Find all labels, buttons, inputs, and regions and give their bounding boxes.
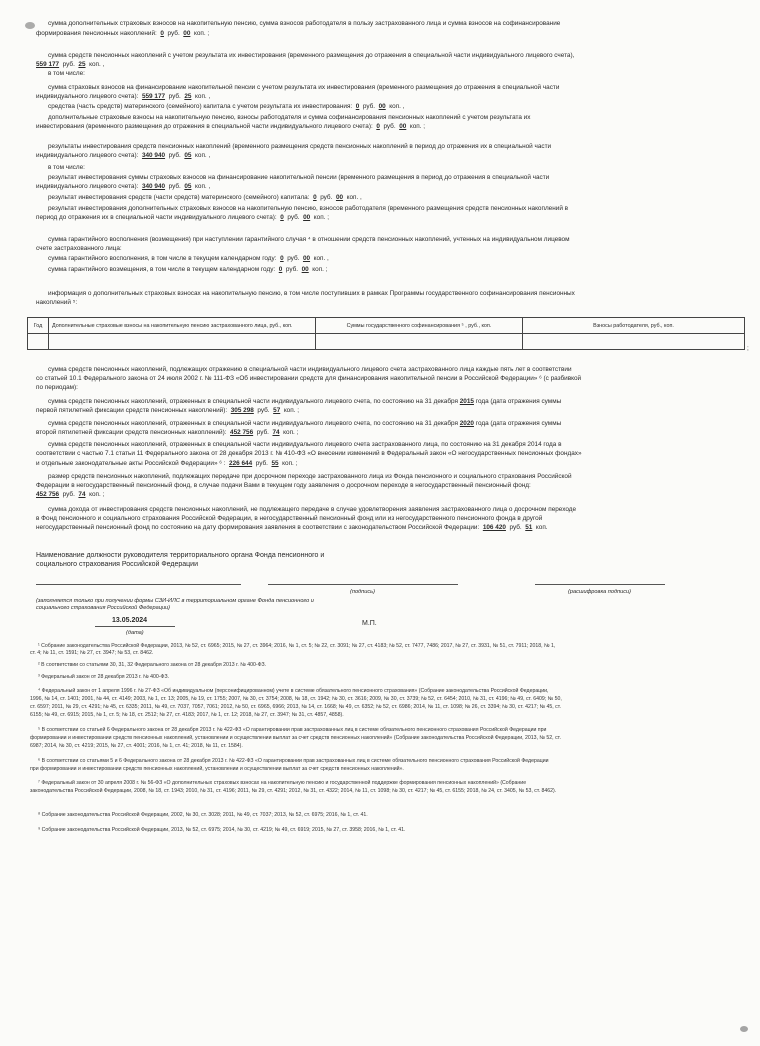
p3-line1: сумма средств пенсионных накоплений, отраженных в специальной части индивидуального лицевого счета, по состоянию на 31 декабря 2020 года (дата отражения суммы — [48, 420, 562, 427]
b2-amount-kop: 25 — [78, 61, 86, 68]
b1-line2: формирования пенсионных накоплений: 0 руб. 00 коп. ; — [36, 30, 210, 37]
b2-line1: сумма средств пенсионных накоплений с учетом результата их инвестирования (временного размещения до отражения в специальной части индивидуального лицевого счета), — [48, 52, 575, 59]
b8-line4: сумма гарантийного возмещения, в том числе в текущем календарном году: 0 руб. 00 коп. ; — [48, 266, 328, 273]
b5-amount-rub: 340 940 — [141, 152, 166, 159]
p4-line1: сумма средств пенсионных накоплений, отраженных в специальной части индивидуального лицевого счета застрахованного лица, по состоянию на 31 декабря 2014 года в — [48, 441, 562, 448]
signature-label: (подпись) — [350, 589, 375, 595]
org-line2: социального страхования Российской Федерации — [36, 561, 198, 568]
b4-line2: инвестирования (временного размещения до отражения в специальной части индивидуального лицевого счета): 0 руб. 00 коп. ; — [36, 123, 426, 130]
footnote-line: ⁶ В соответствии со статьями 5 и 6 Федерального закона от 28 декабря 2013 г. № 422-ФЗ «О гарантировании прав застрахованных лиц в системе обязательного пенсионного страхования Российской Федерации — [38, 758, 549, 764]
b5-line2: индивидуального лицевого счета): 340 940 руб. 05 коп. , — [36, 152, 211, 159]
b8-line3: сумма гарантийного восполнения, в том числе в текущем календарном году: 0 руб. 00 коп. , — [48, 255, 329, 262]
stamp-place: М.П. — [362, 620, 377, 627]
b2-line3: в том числе: — [48, 70, 85, 77]
b9-line2: накоплений ⁵: — [36, 299, 78, 306]
p1-line1: сумма средств пенсионных накоплений, подлежащих отражению в специальной части индивидуального лицевого счета застрахованного лица каждые пять лет в соответствии — [48, 366, 572, 373]
fill-note-line1: (заполняется только при получении формы СЗИ-ИЛС в территориальном органе Фонда пенсионного и — [36, 598, 314, 604]
table-header-row — [28, 318, 745, 334]
b3-amount-rub: 559 177 — [141, 93, 166, 100]
b8-line2: счете застрахованного лица: — [36, 245, 122, 252]
table-after: ; — [747, 345, 749, 352]
table-row — [28, 334, 745, 350]
second-fixation-rub: 452 756 — [230, 429, 254, 436]
table-header: Взносы работодателя, руб., коп. — [523, 318, 745, 334]
footnote-line: ⁹ Собрание законодательства Российской Федерации, 2013, № 52, ст. 6975; 2014, № 30, ст. 4219; № 49, ст. 6919; 2015, № 27, ст. 3958; 2016, № 1, ст. 41. — [38, 827, 406, 833]
footnote-line: 6987; 2014, № 30, ст. 4219; 2015, № 27, ст. 4001; 2016, № 1, ст. 41; 2018, № 11, ст. 1584). — [30, 743, 243, 749]
p4-line2: соответствии с частью 7.1 статьи 11 Федерального закона от 28 декабря 2013 г. № 410-ФЗ «О внесении изменений в Федеральный закон «О негосударственных пенсионных фондах» — [36, 450, 582, 457]
b2-amount-rub: 559 177 — [36, 61, 60, 68]
footnote-line: при формировании и инвестировании средств пенсионных накоплений, установлении и осуществлении выплат за счет средств пенсионных накоплений». — [30, 766, 404, 772]
position-line — [36, 584, 241, 585]
b2-line2: 559 177 руб. 25 коп. , — [36, 61, 105, 68]
p1-line2: со статьей 10.1 Федерального закона от 24 июля 2002 г. № 111-ФЗ «Об инвестировании средств для финансирования накопительной пенсии в Российской Федерации» ⁶ (с разбивкой — [36, 375, 582, 382]
b3-line2: индивидуального лицевого счета): 559 177 руб. 25 коп. , — [36, 93, 211, 100]
b7-line2: период до отражения их в специальной части индивидуального лицевого счета): 0 руб. 00 коп. ; — [36, 214, 329, 221]
table-cell — [49, 334, 316, 350]
b4-line1: дополнительные страховые взносы на накопительную пенсию, взносы работодателя и сумма софинансирования пенсионных накоплений с учетом результата их — [48, 114, 531, 121]
scan-mark — [740, 1026, 748, 1032]
table-header: Суммы государственного софинансирования ⁵ , руб., коп. — [316, 318, 523, 334]
transfer-amount-rub: 452 756 — [36, 491, 60, 498]
org-line1: Наименование должности руководителя территориального органа Фонда пенсионного и — [36, 552, 325, 559]
b3-line3: средства (часть средств) материнского (семейного) капитала с учетом результата их инвестирования: 0 руб. 00 коп. , — [48, 103, 405, 110]
footnote-line: ³ Федеральный закон от 28 декабря 2013 г. № 400-ФЗ. — [38, 674, 170, 680]
b9-line1: информация о дополнительных страховых взносах на накопительную пенсию, в том числе поступивших в рамках Программы государственного софинансирования пенсионных — [48, 290, 575, 297]
p5-line3: 452 756 руб. 74 коп. ; — [36, 491, 105, 498]
table-cell — [523, 334, 745, 350]
b1-amount-rub: 0 — [160, 30, 164, 37]
scan-mark — [25, 22, 35, 29]
p1-line3: по периодам): — [36, 384, 78, 391]
table-header: Дополнительные страховые взносы на накопительную пенсию застрахованного лица, руб., коп. — [49, 318, 316, 334]
b1-amount-kop: 00 — [183, 30, 191, 37]
p6-line3: негосударственный пенсионный фонд по состоянию на дату формирования заявления в соответствии с законодательством Российской Федерации: 106 420 руб. 51 коп. — [36, 524, 548, 531]
footnote-line: ст. 4; № 11, ст. 1591; № 27, ст. 3947; № 53, ст. 8462. — [30, 650, 154, 656]
footnote-line: законодательства Российской Федерации, 2008, № 18, ст. 1943; 2010, № 31, ст. 4196; 2011, № 29, ст. 4291; 2012, № 31, ст. 4322; 2014, № 11, ст. 1098; № 30, ст. 4217; № 45, ст. 6155; 2018, № 24, ст. 3405, № 53, ст. 8462). — [30, 788, 557, 794]
footnote-line: ⁷ Федеральный закон от 30 апреля 2008 г. № 56-ФЗ «О дополнительных страховых взносах на накопительную пенсию и государственной поддержке формирования пенсионных накоплений» (Собрание — [38, 780, 527, 786]
date-label: (дата) — [126, 630, 144, 636]
p3-line2: второй пятилетней фиксации средств пенсионных накоплений): 452 756 руб. 74 коп. ; — [36, 429, 299, 436]
table-header: Год — [28, 318, 49, 334]
footnote-line: ⁵ В соответствии со статьей 6 Федерального закона от 28 декабря 2013 г. № 422-ФЗ «О гарантировании прав застрахованных лиц в системе обязательного пенсионного страхования Российской Федерации при — [38, 727, 547, 733]
income-amount-rub: 106 420 — [482, 524, 506, 531]
decoding-line — [535, 584, 665, 585]
b5-line1: результаты инвестирования средств пенсионных накоплений (временного размещения средств пенсионных накоплений в период до отражения их в специальной части — [48, 143, 552, 150]
b6-line1: результат инвестирования суммы страховых взносов на финансирование накопительной пенсии (временного размещения в период до отражения в специальной части — [48, 174, 550, 181]
document-date: 13.05.2024 — [112, 617, 148, 624]
b1-line1: сумма дополнительных страховых взносов на накопительную пенсию, сумма взносов работодателя в пользу застрахованного лица и сумма взносов на софинансирование — [48, 20, 561, 27]
table-cell — [28, 334, 49, 350]
footnote-line: ⁸ Собрание законодательства Российской Федерации, 2002, № 30, ст. 3028; 2011, № 49, ст. 7037; 2013, № 52, ст. 6975; 2016, № 1, ст. 41. — [38, 812, 368, 818]
b6-line3: результат инвестирования средств (части средств) материнского (семейного) капитала: 0 руб. 00 коп. , — [48, 194, 362, 201]
p6-line2: в Фонд пенсионного и социального страхования Российской Федерации, в негосударственный пенсионный фонд или из негосударственного пенсионного фонда в другой — [36, 515, 543, 522]
date-line — [95, 626, 175, 627]
footnote-line: 1996, № 14, ст. 1401; 2001, № 44, ст. 4149; 2003, № 1, ст. 13; 2005, № 19, ст. 1755; 2007, № 30, ст. 3754; 2008, № 18, ст. 1942; № 30, ст. 3616; 2009, № 30, ст. 3739; № 52, ст. 6454; 2010, № 31, ст. 4196; № 49, ст. 6409; № 50, — [30, 696, 562, 702]
footnote-line: ст. 6597; 2011, № 29, ст. 4291; № 45, ст. 6335; 2011, № 49, ст. 7037, 7057, 7061; 2012, № 50, ст. 6965, 6966; 2013, № 14, ст. 1668; № 49, ст. 6352; № 52, ст. 6986; 2014, № 11, ст. 1098; № 26, ст. 3394; № 30, ст. 4217; № 45, ст. — [30, 704, 561, 710]
p6-line1: сумма дохода от инвестирования средств пенсионных накоплений, не подлежащего передаче в случае удовлетворения заявления застрахованного лица о досрочном переходе — [48, 506, 577, 513]
b3-line1: сумма страховых взносов на финансирование накопительной пенсии с учетом результата их инвестирования (временного размещения до отражения в специальной части — [48, 84, 560, 91]
b5-amount-kop: 05 — [184, 152, 192, 159]
p2-line2: первой пятилетней фиксации средств пенсионных накоплений): 305 298 руб. 57 коп. ; — [36, 407, 300, 414]
b6-line2: индивидуального лицевого счета): 340 940 руб. 05 коп. , — [36, 183, 211, 190]
b8-line1: сумма гарантийного восполнения (возмещения) при наступлении гарантийного случая ⁴ в отношении средств пенсионных накоплений, учтенных на индивидуальном лицевом — [48, 236, 570, 243]
footnote-line: ¹ Собрание законодательства Российской Федерации, 2013, № 52, ст. 6965; 2015, № 27, ст. 3964; 2016, № 1, ст. 5; № 22, ст. 3091; № 27, ст. 4183; № 52, ст. 7477, 7486; 2017, № 27, ст. 3931, № 51, ст. 7911; 2018, № 1, — [38, 643, 556, 649]
p5-line2: Федерации в негосударственный пенсионный фонд, в случае подачи Вами в текущем году заявления о досрочном переходе в негосударственный пенсионный фонд: — [36, 482, 531, 489]
b5-line3: в том числе: — [48, 164, 85, 171]
decoding-label: (расшифровка подписи) — [568, 589, 631, 595]
additional-contributions-table — [27, 317, 745, 350]
b3-amount-kop: 25 — [184, 93, 192, 100]
b7-line1: результат инвестирования дополнительных страховых взносов на накопительную пенсию, взносов работодателя (временного размещения средств пенсионных накоплений в — [48, 205, 569, 212]
p5-line1: размер средств пенсионных накоплений, подлежащих передаче при досрочном переходе застрахованного лица из Фонда пенсионного и социального страхования Российской — [48, 473, 572, 480]
table-cell — [316, 334, 523, 350]
footnote-line: ² В соответствии со статьями 30, 31, 32 Федерального закона от 28 декабря 2013 г. № 400-ФЗ. — [38, 662, 267, 668]
first-fixation-rub: 305 298 — [230, 407, 254, 414]
signature-line — [268, 584, 458, 585]
footnote-line: ⁴ Федеральный закон от 1 апреля 1996 г. № 27-ФЗ «Об индивидуальном (персонифицированном) учете в системе обязательного пенсионного страхования» (Собрание законодательства Российской Федерации, — [38, 688, 549, 694]
fill-note-line2: социального страхования Российской Федерации) — [36, 605, 171, 611]
p2-line1: сумма средств пенсионных накоплений, отраженных в специальной части индивидуального лицевого счета, по состоянию на 31 декабря 2015 года (дата отражения суммы — [48, 398, 562, 405]
footnote-line: формировании и инвестировании средств пенсионных накоплений, установлении и осуществлении выплат за счет средств пенсионных накоплений» (Собрание законодательства Российской Федерации, 2013, № 52, ст. — [30, 735, 561, 741]
footnote-line: 6155; № 49, ст. 6915; 2015, № 1, ст. 5; № 18, ст. 2512; № 27, ст. 4183; 2017, № 1, ст. 12; 2018, № 27, ст. 3947; № 31, ст. 4857, 4858). — [30, 712, 344, 718]
p4-line3: и отдельные законодательные акты Российской Федерации» ⁶ : 226 644 руб. 55 коп. ; — [36, 460, 298, 467]
